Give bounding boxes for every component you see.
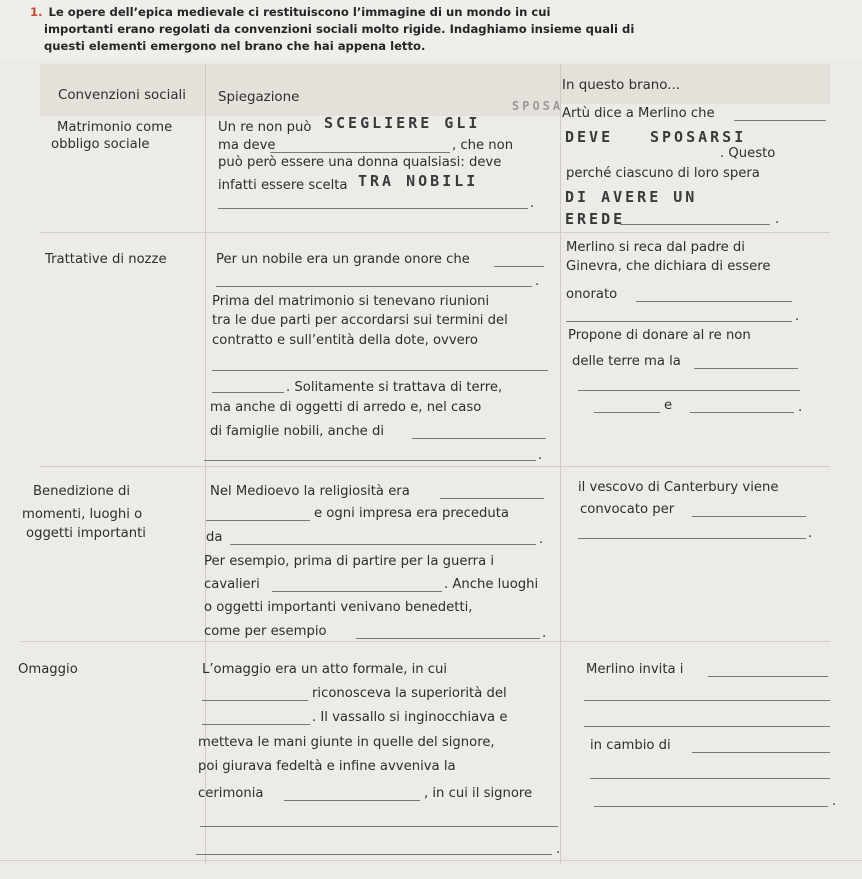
row2-expl-period-1: . xyxy=(535,274,540,289)
header-in-questo-brano: In questo brano... xyxy=(562,78,681,93)
row4-expl-period: . xyxy=(556,842,561,857)
row1-handwriting-1: SCEGLIERE GLI xyxy=(324,114,481,132)
row4-expl-text-6: cerimonia xyxy=(198,786,264,801)
row2-brano-text-3: onorato xyxy=(566,287,618,302)
row1-brano-text-1: Artù dice a Merlino che xyxy=(562,106,715,121)
row3-blank-2[interactable] xyxy=(206,508,310,521)
row2-brano-blank-2[interactable] xyxy=(694,356,798,369)
row3-expl-text-5: cavalieri xyxy=(204,577,260,592)
row4-brano-blank-5[interactable] xyxy=(590,766,830,779)
row4-expl-text-1: L’omaggio era un atto formale, in cui xyxy=(202,662,448,677)
column-divider-2 xyxy=(560,64,561,864)
row2-brano-blank-4[interactable] xyxy=(594,400,660,413)
row2-brano-text-5: delle terre ma la xyxy=(572,354,681,369)
row3-blank-3[interactable] xyxy=(230,532,536,545)
row3-blank-5[interactable] xyxy=(356,626,540,639)
row4-brano-text-2: in cambio di xyxy=(590,738,671,753)
row1-handwriting-5: TRA NOBILI xyxy=(358,172,479,190)
exercise-instructions xyxy=(30,4,850,55)
row4-blank-5[interactable] xyxy=(196,842,552,855)
header-convenzioni: Convenzioni sociali xyxy=(58,88,186,103)
exercise-number: 1. xyxy=(30,5,43,19)
row1-brano-text-2: . Questo xyxy=(720,146,776,161)
row2-blank-3[interactable] xyxy=(212,380,284,393)
row3-blank-1[interactable] xyxy=(440,486,544,499)
row4-brano-blank-4[interactable] xyxy=(692,740,830,753)
row1-handwriting-3: DEVE xyxy=(565,128,614,146)
row-divider-1 xyxy=(40,232,830,233)
row4-label: Omaggio xyxy=(18,662,78,677)
row4-expl-text-3: . Il vassallo si inginocchiava e xyxy=(312,710,508,725)
row3-brano-blank-1[interactable] xyxy=(692,504,806,517)
row2-expl-text-6: ma anche di oggetti di arredo e, nel caso xyxy=(210,400,482,415)
row2-blank-1b[interactable] xyxy=(216,274,532,287)
row2-brano-period-2: . xyxy=(798,400,803,415)
row1-expl-text-5: infatti essere scelta xyxy=(218,178,348,193)
row1-label-line1: Matrimonio come xyxy=(57,120,173,135)
row2-blank-4[interactable] xyxy=(412,426,546,439)
row3-expl-text-6: . Anche luoghi xyxy=(444,577,539,592)
row1-handwriting-6: DI AVERE UN xyxy=(565,188,698,206)
row2-label: Trattative di nozze xyxy=(45,252,167,267)
row3-expl-period-1: . xyxy=(539,532,544,547)
row1-handwriting-4: SPOSARSI xyxy=(650,128,747,146)
row1-brano-blank-2[interactable] xyxy=(620,212,770,225)
row4-brano-blank-3[interactable] xyxy=(584,714,830,727)
row1-label-line2: obbligo sociale xyxy=(51,137,150,152)
row2-blank-1[interactable] xyxy=(494,254,544,267)
row4-blank-1[interactable] xyxy=(202,688,308,701)
row2-brano-blank-3[interactable] xyxy=(578,378,800,391)
row2-expl-text-2: Prima del matrimonio si tenevano riunioni xyxy=(212,294,490,309)
instruction-line-1: Le opere dell’epica medievale ci restituiscono l’immagine di un mondo in cui xyxy=(48,5,551,19)
row1-expl-period: . xyxy=(530,196,535,211)
row1-expl-text-1: Un re non può xyxy=(218,120,312,135)
row2-expl-text-1: Per un nobile era un grande onore che xyxy=(216,252,470,267)
row2-expl-text-4: contratto e sull’entità della dote, ovvero xyxy=(212,333,478,348)
row2-brano-period-1: . xyxy=(795,309,800,324)
row2-brano-blank-5[interactable] xyxy=(690,400,794,413)
row1-expl-text-4: può però essere una donna qualsiasi: deve xyxy=(218,155,502,170)
row3-label-line3: oggetti importanti xyxy=(26,526,146,541)
row1-blank-4[interactable] xyxy=(218,196,528,209)
header-spiegazione: Spiegazione xyxy=(218,90,300,105)
row4-expl-text-5: poi giurava fedeltà e infine avveniva la xyxy=(198,759,456,774)
row4-blank-2[interactable] xyxy=(202,712,310,725)
row2-brano-e: e xyxy=(664,398,673,413)
row3-expl-text-3: da xyxy=(206,530,223,545)
row2-blank-5[interactable] xyxy=(204,448,536,461)
row3-label-line1: Benedizione di xyxy=(33,484,131,499)
row1-brano-blank-1[interactable] xyxy=(734,108,826,121)
instruction-line-3: questi elementi emergono nel brano che hai appena letto. xyxy=(44,39,426,53)
row3-expl-text-2: e ogni impresa era preceduta xyxy=(314,506,509,521)
page-bottom-line xyxy=(0,860,862,861)
row4-blank-3[interactable] xyxy=(284,788,420,801)
row1-handwriting-7: EREDE xyxy=(565,210,626,228)
row2-expl-text-7: di famiglie nobili, anche di xyxy=(210,424,385,439)
row1-expl-text-3: ma deve xyxy=(218,138,276,153)
row3-expl-text-7: o oggetti importanti venivano benedetti, xyxy=(204,600,473,615)
row1-expl-text-2: , che non xyxy=(452,138,514,153)
row3-blank-4[interactable] xyxy=(272,579,442,592)
row3-brano-blank-2[interactable] xyxy=(578,526,806,539)
row4-expl-text-7: , in cui il signore xyxy=(424,786,533,801)
row2-brano-text-4: Propone di donare al re non xyxy=(568,328,751,343)
row3-expl-text-1: Nel Medioevo la religiosità era xyxy=(210,484,410,499)
row3-label-line2: momenti, luoghi o xyxy=(22,507,143,522)
row3-expl-text-4: Per esempio, prima di partire per la guerra i xyxy=(204,554,495,569)
row2-expl-text-5: . Solitamente si trattava di terre, xyxy=(286,380,503,395)
row3-brano-text-2: convocato per xyxy=(580,502,675,517)
row4-expl-text-2: riconosceva la superiorità del xyxy=(312,686,507,701)
row2-expl-text-3: tra le due parti per accordarsi sui termini del xyxy=(212,313,508,328)
row3-expl-text-8: come per esempio xyxy=(204,624,327,639)
row1-blank-2[interactable] xyxy=(270,140,450,153)
row1-brano-text-3: perché ciascuno di loro spera xyxy=(566,166,760,181)
row4-brano-period: . xyxy=(832,794,837,809)
row4-blank-4[interactable] xyxy=(200,814,558,827)
row4-brano-blank-2[interactable] xyxy=(584,688,830,701)
row1-handwriting-2: SPOSA xyxy=(512,99,564,113)
row2-expl-period-2: . xyxy=(538,448,543,463)
row3-expl-period-2: . xyxy=(542,626,547,641)
row2-brano-blank-1b[interactable] xyxy=(566,309,792,322)
instruction-line-2: importanti erano regolati da convenzioni sociali molto rigide. Indaghiamo insieme quali di xyxy=(44,22,635,36)
row2-blank-2[interactable] xyxy=(212,358,548,371)
row-divider-3 xyxy=(20,641,830,642)
row3-brano-text-1: il vescovo di Canterbury viene xyxy=(578,480,779,495)
row3-brano-period: . xyxy=(808,526,813,541)
row4-expl-text-4: metteva le mani giunte in quelle del signore, xyxy=(198,735,495,750)
row4-brano-blank-1[interactable] xyxy=(708,664,828,677)
row2-brano-blank-1[interactable] xyxy=(636,289,792,302)
row4-brano-text-1: Merlino invita i xyxy=(586,662,684,677)
row1-brano-period: . xyxy=(775,212,780,227)
row2-brano-text-1: Merlino si reca dal padre di xyxy=(566,240,745,255)
row4-brano-blank-6[interactable] xyxy=(594,794,828,807)
row2-brano-text-2: Ginevra, che dichiara di essere xyxy=(566,259,771,274)
row-divider-2 xyxy=(40,466,830,467)
